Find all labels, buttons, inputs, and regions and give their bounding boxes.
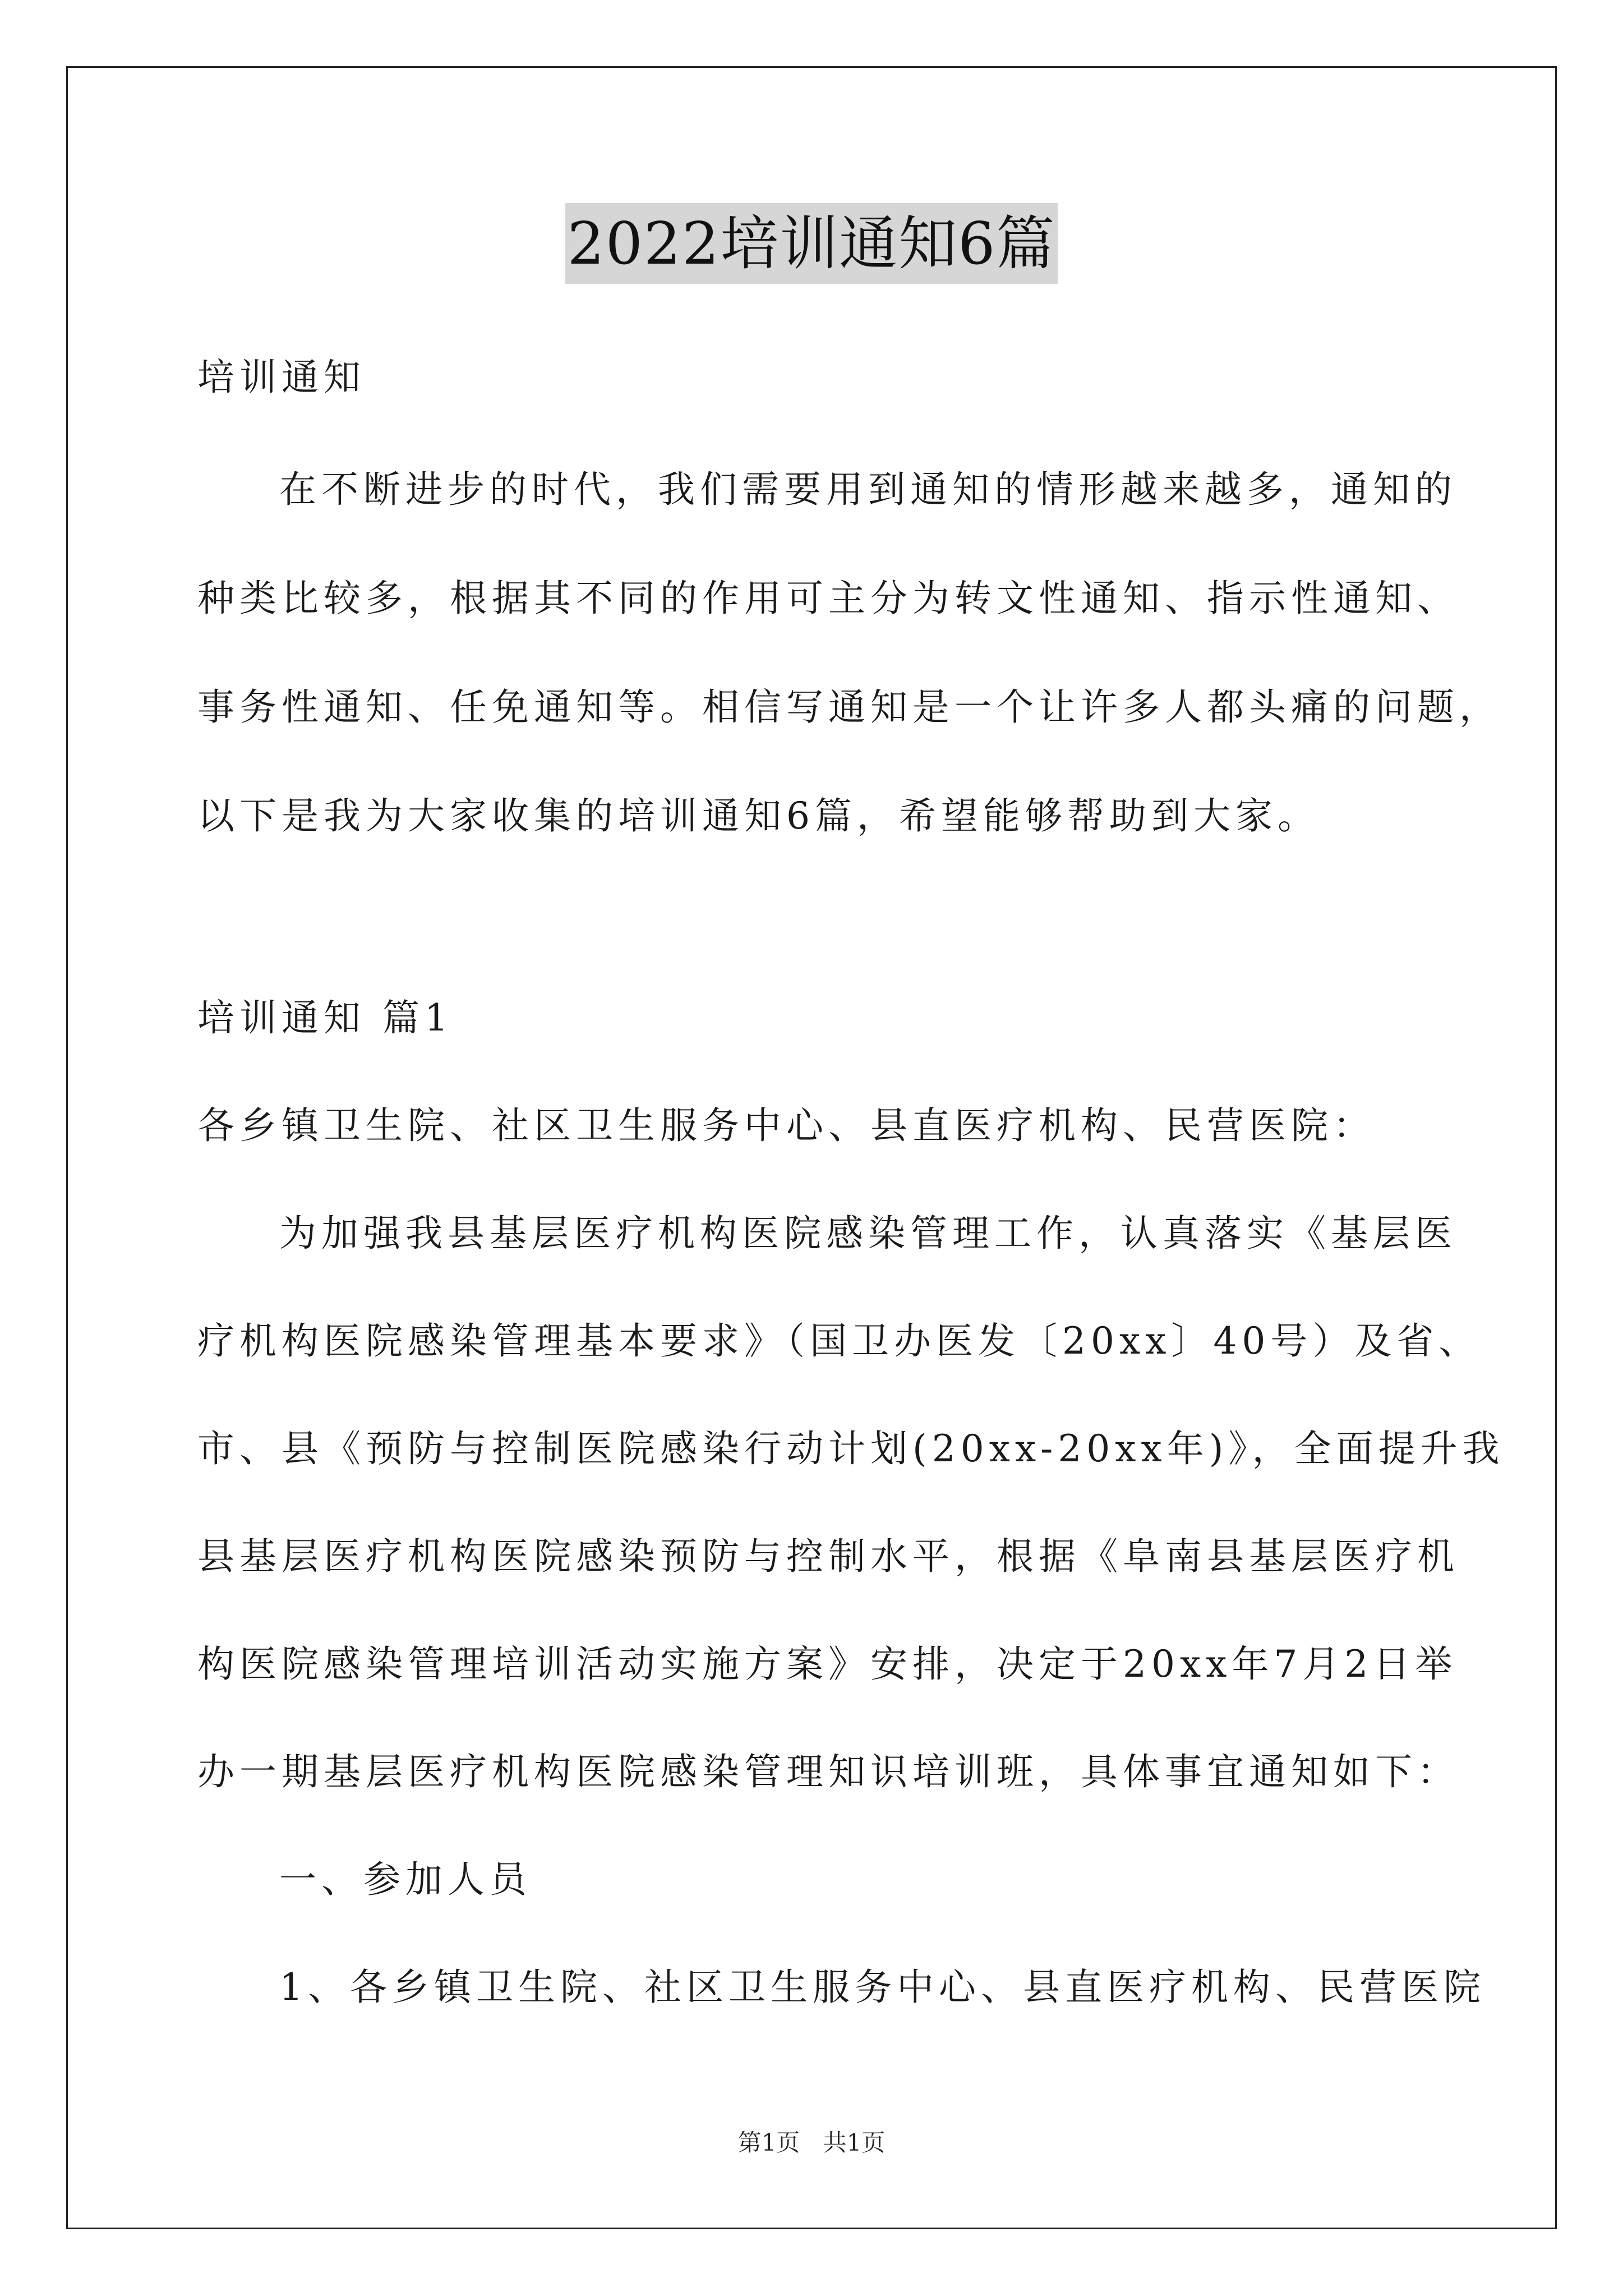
paragraph-line: 县基层医疗机构医院感染预防与控制水平，根据《阜南县基层医疗机 [197,1535,1459,1578]
subsection-heading: 一、参加人员 [279,1858,532,1901]
paragraph-line: 构医院感染管理培训活动实施方案》安排，决定于20xx年7月2日举 [197,1642,1458,1686]
title-container [0,203,1623,284]
paragraph-line: 以下是我为大家收集的培训通知6篇，希望能够帮助到大家。 [197,794,1320,838]
paragraph-line: 市、县《预防与控制医院感染行动计划(20xx-20xx年)》，全面提升我 [197,1427,1505,1470]
page-total: 共1页 [823,2129,886,2156]
list-item: 1、各乡镇卫生院、社区卫生服务中心、县直医疗机构、民营医院 [279,1966,1486,2009]
paragraph-line: 为加强我县基层医疗机构医院感染管理工作，认真落实《基层医 [279,1212,1457,1255]
section-heading: 培训通知 [197,356,366,399]
paragraph-line: 办一期基层医疗机构医院感染管理知识培训班，具体事宜通知如下： [197,1750,1459,1793]
paragraph-line: 种类比较多，根据其不同的作用可主分为转文性通知、指示性通知、 [197,577,1459,620]
page-current: 第1页 [737,2129,800,2156]
paragraph-line: 疗机构医院感染管理基本要求》（国卫办医发〔20xx〕40号）及省、 [197,1319,1481,1363]
document-title: 2022培训通知6篇 [565,203,1058,284]
addressee-line: 各乡镇卫生院、社区卫生服务中心、县直医疗机构、民营医院： [197,1104,1375,1147]
page-footer [0,2126,1623,2160]
paragraph-line: 在不断进步的时代，我们需要用到通知的情形越来越多，通知的 [279,468,1457,511]
section-heading: 培训通知 篇1 [197,996,453,1039]
paragraph-line: 事务性通知、任免通知等。相信写通知是一个让许多人都头痛的问题， [197,685,1501,729]
